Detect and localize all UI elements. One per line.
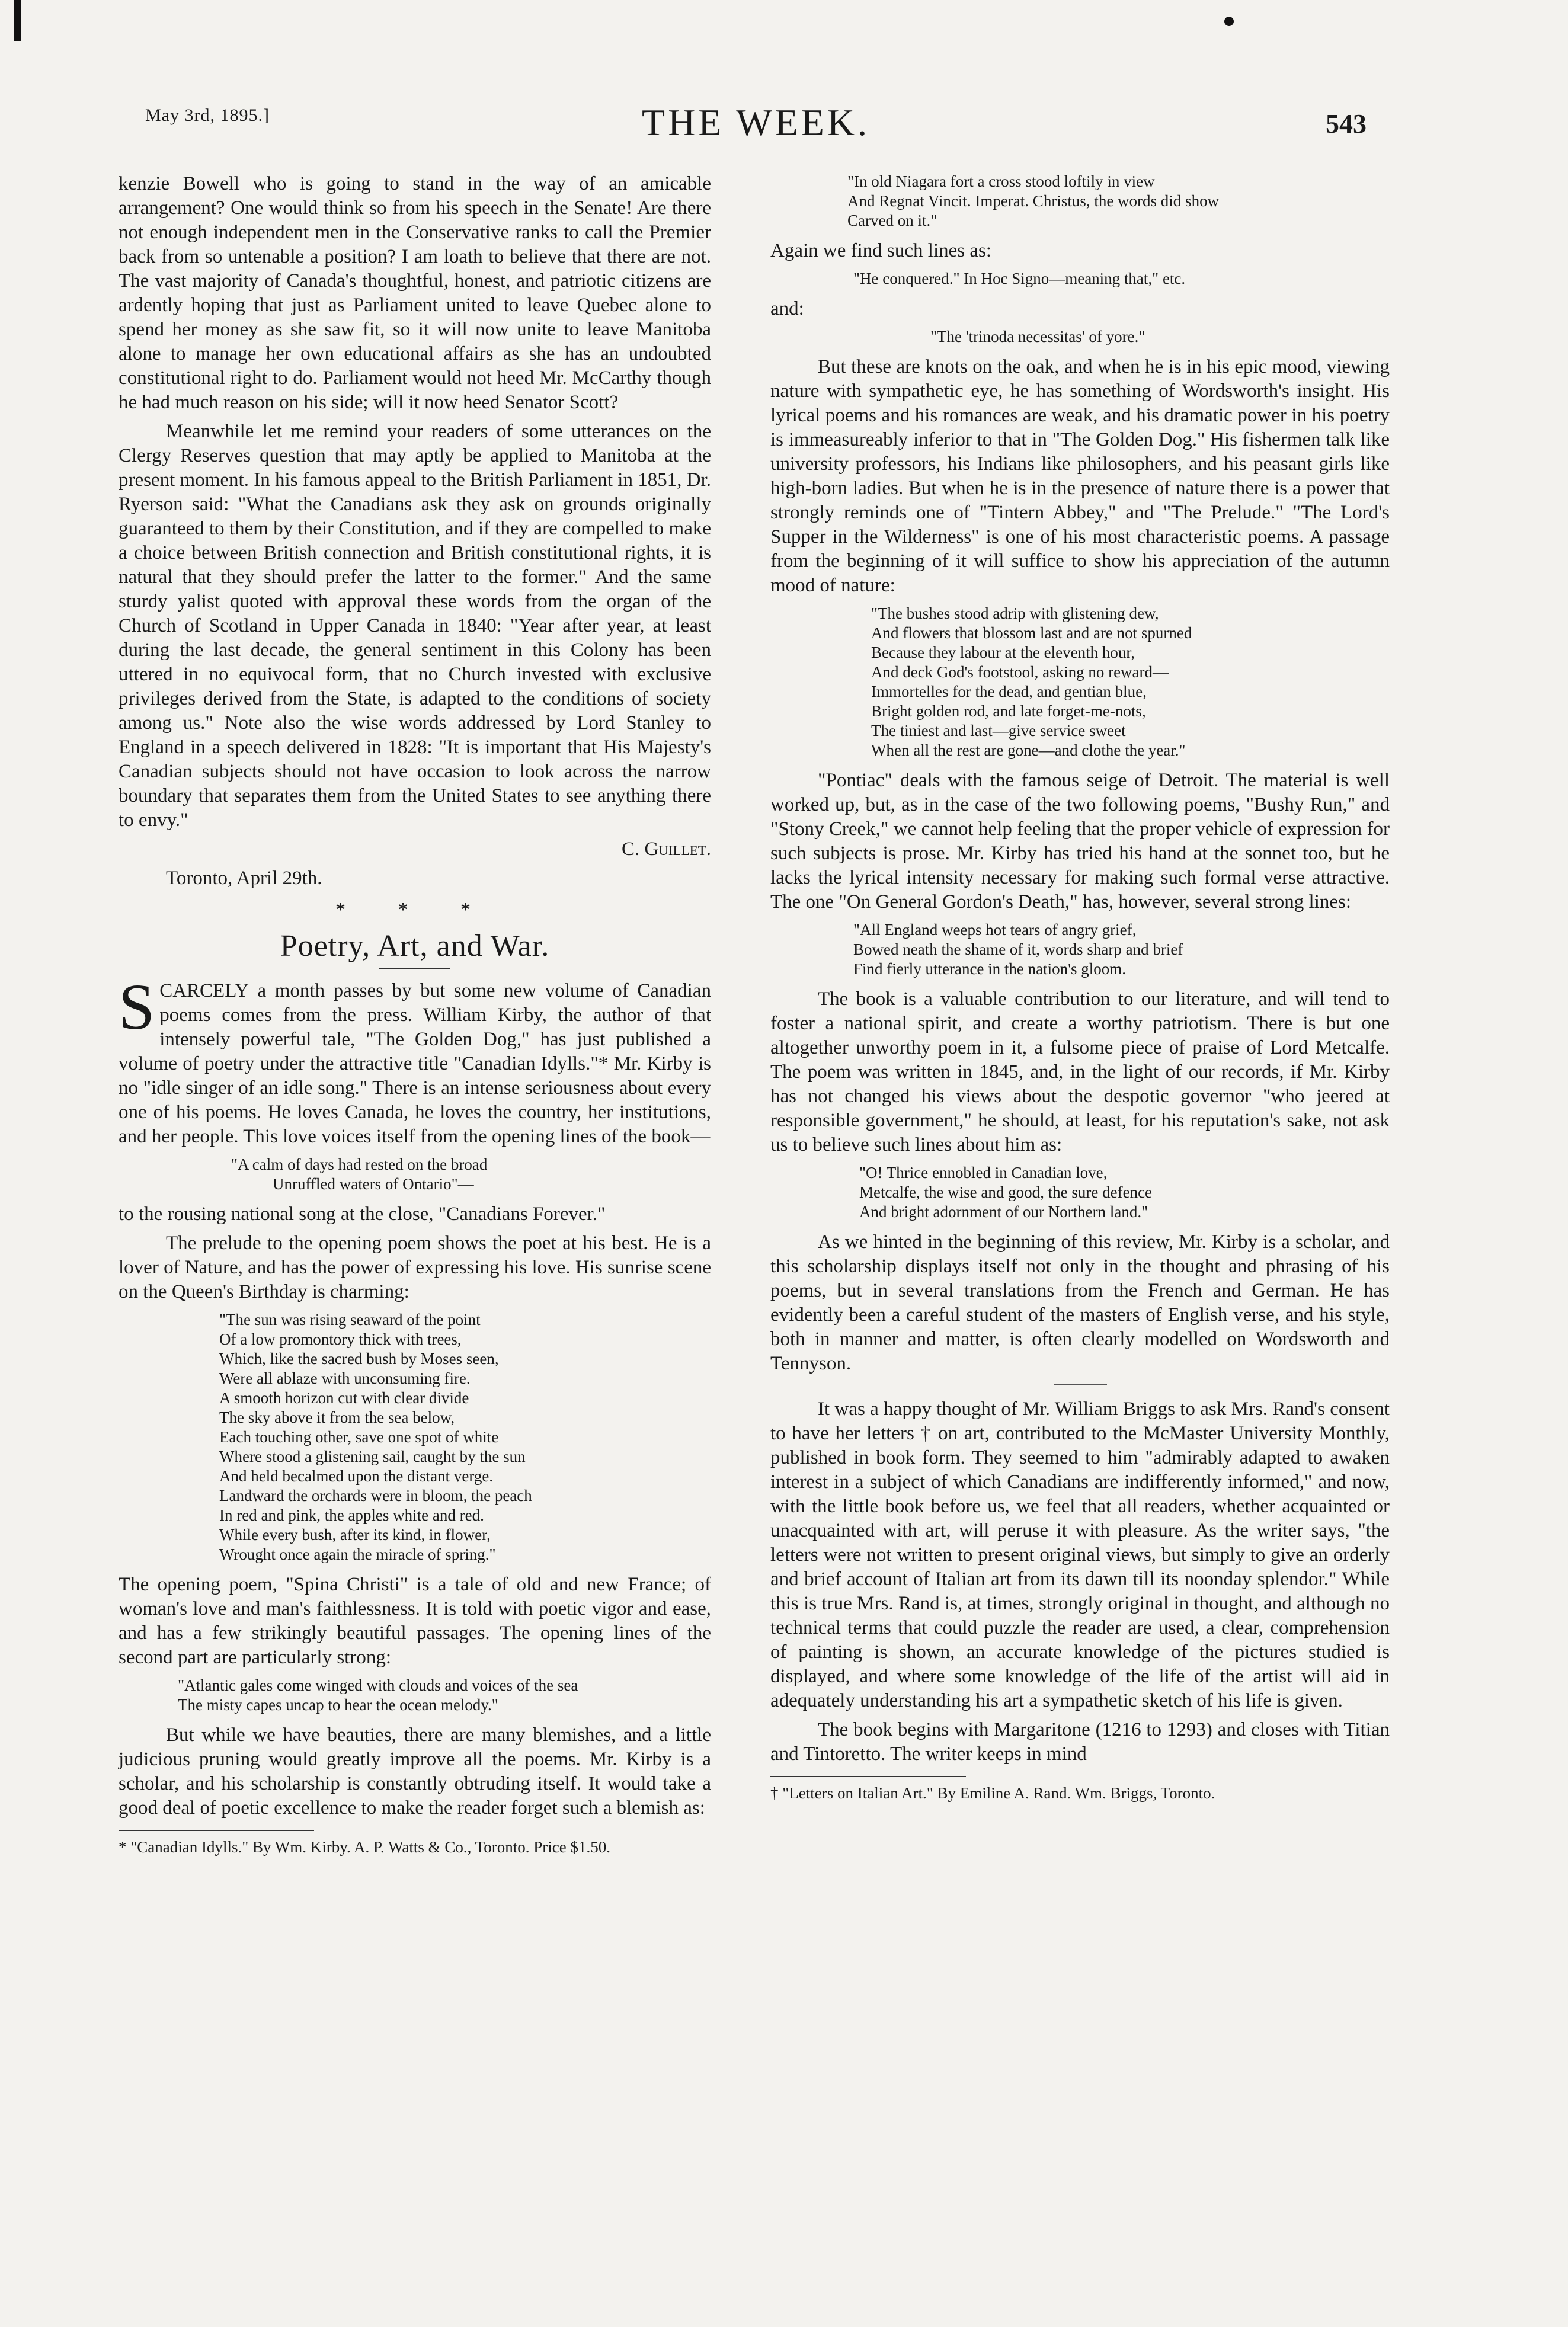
verse-line: And bright adornment of our Northern land." [859,1203,1148,1221]
paragraph-again: Again we find such lines as: [770,240,992,261]
scan-mark-dot [1224,17,1234,26]
verse-line: Bright golden rod, and late forget-me-nots, [871,702,1146,720]
letter-signature: C. Guillet. [621,838,711,860]
letter-dateline: Toronto, April 29th. [166,868,322,889]
verse-line: "The sun was rising seaward of the point [219,1311,481,1329]
article-title: Poetry, Art, and War. [280,929,550,963]
verse-quote-4 [770,172,1390,231]
verse-line: Carved on it." [847,212,937,229]
verse-line: Landward the orchards were in bloom, the peach [219,1487,532,1505]
verse-line: And deck God's footstool, asking no reward— [871,663,1169,681]
verse-quote-1 [119,1155,711,1194]
verse-line: And held becalmed upon the distant verge. [219,1467,494,1485]
verse-quote-5 [770,269,1390,289]
verse-line: And flowers that blossom last and are not spurned [871,624,1192,642]
right-paragraph-3: The book is a valuable contribution to our literature, and will tend to foster a national spirit, and create a worthy patriotism. There is but one altogether unworthy poem in it, a fulsome piece of praise of Lord Metcalfe. The poem was written in 1845, and, in the light of our records, if Mr. Kirby has not changed his views about the despotic governor "who jeered at responsible government," he should, at least, for his reputation's sake, not ask us to believe such lines about him as: [770,988,1390,1156]
article-paragraph-5: But while we have beauties, there are many blemishes, and a little judicious pruning would greatly improve all the poems. Mr. Kirby is a scholar, and his scholarship is constantly obtruding itself. It would take a good deal of poetic excellence to make the reader forget such a blemish as: [119,1724,711,1819]
verse-quote-6 [770,327,1390,347]
verse-line: "All England weeps hot tears of angry grief, [853,921,1137,939]
verse-quote-7 [770,604,1390,760]
page-header [145,101,1367,154]
section-separator-stars: * * * [335,899,494,921]
article-paragraph-1 [119,971,711,1149]
verse-quote-3 [119,1676,711,1715]
article-first-word: CARCELY [159,980,249,1001]
verse-line: Where stood a glistening sail, caught by the sun [219,1448,526,1465]
verse-line: "He conquered." In Hoc Signo—meaning that," etc. [853,270,1186,287]
verse-line: "Atlantic gales come winged with clouds and voices of the sea [178,1676,578,1694]
right-paragraph-2: "Pontiac" deals with the famous seige of Detroit. The material is well worked up, but, as in the case of the two following poems, "Bushy Run," and "Stony Creek," we cannot help feeling that the proper vehicle of expression for such subjects is prose. Mr. Kirby has tried his hand at the sonnet too, but he lacks the lyrical intensity necessary for making such formal verse attractive. The one "On General Gordon's Death," has, however, several strong lines: [770,770,1390,913]
verse-line: Find fierly utterance in the nation's gloom. [853,960,1127,978]
verse-line: A smooth horizon cut with clear divide [219,1389,469,1407]
letter-paragraph-1: kenzie Bowell who is going to stand in the way of an amicable arrangement? One would think so from his speech in the Senate! Are there not enough independent men in the Conservative ranks to call the Premier back from so untenable a position? I am loath to believe that there are not. The vast majority of Canada's thoughtful, honest, and patriotic citizens are ardently hoping that just as Parliament united to leave Quebec alone to spend her money as she saw fit, so it will now unite to leave Manitoba alone to manage her own educational affairs as she has an undoubted constitutional right to do. Parliament would not heed Mr. McCarthy though he had much reason on his side; will it now heed Senator Scott? [119,173,711,413]
verse-line: "O! Thrice ennobled in Canadian love, [859,1164,1108,1182]
footnote-rule [119,1830,314,1831]
verse-line: The misty capes uncap to hear the ocean melody." [178,1696,498,1714]
verse-line: "The bushes stood adrip with glistening dew, [871,604,1159,622]
verse-line: Metcalfe, the wise and good, the sure defence [859,1183,1153,1201]
verse-line: And Regnat Vincit. Imperat. Christus, the words did show [847,192,1220,210]
scan-mark-top-left [14,0,21,41]
right-paragraph-6: The book begins with Margaritone (1216 to 1293) and closes with Titian and Tintoretto. The writer keeps in mind [770,1719,1390,1765]
verse-line: The tiniest and last—give service sweet [871,722,1126,740]
paragraph-and: and: [770,298,804,319]
drop-cap: S [119,971,155,1043]
page-number: 543 [1326,108,1367,139]
right-paragraph-5: It was a happy thought of Mr. William Briggs to ask Mrs. Rand's consent to have her letters † on art, contributed to the McMaster University Monthly, published in book form. They seemed to him "admirably adapted to awaken interest in a subject of which Canadians are indifferently informed," and now, with the little book before us, we feel that all readers, whether acquainted or unacquainted with art, will peruse it with pleasure. As the writer says, "the letters were not written to present original views, but simply to give an orderly and brief account of Italian art from its dawn till its noonday splendor." While this is true Mrs. Rand is, at times, strongly original in thought, and although no technical terms that could puzzle the reader are used, a clear, comprehension of painting is shown, an accurate knowledge of the pictures studied is displayed, and where some knowledge of the life of the artist will aid in adequately understanding his art a sympathetic sketch of his life is given. [770,1398,1390,1711]
verse-line: "A calm of days had rested on the broad [231,1156,488,1173]
verse-line: Because they labour at the eleventh hour, [871,644,1135,661]
verse-line: While every bush, after its kind, in flower, [219,1526,491,1544]
verse-line: When all the rest are gone—and clothe the year." [871,741,1186,759]
right-paragraph-4: As we hinted in the beginning of this review, Mr. Kirby is a scholar, and this scholarship displays itself not only in the thought and phrasing of his poems, but in several translations from the French and German. He has evidently been a careful student of the masters of English verse, and his style, both in manner and matter, is often clearly modelled on Wordsworth and Tennyson. [770,1231,1390,1374]
verse-line: "In old Niagara fort a cross stood loftily in view [847,172,1155,190]
verse-line: Each touching other, save one spot of white [219,1428,499,1446]
footnote-right: † "Letters on Italian Art." By Emiline A. Rand. Wm. Briggs, Toronto. [770,1784,1215,1802]
right-column [770,172,1390,1803]
verse-line: Wrought once again the miracle of spring." [219,1545,496,1563]
letter-signature-line [119,837,711,862]
verse-line: Were all ablaze with unconsuming fire. [219,1369,471,1387]
verse-line: Bowed neath the shame of it, words sharp and brief [853,940,1183,958]
right-paragraph-1: But these are knots on the oak, and when he is in his epic mood, viewing nature with sympathetic eye, he has something of Wordsworth's insight. His lyrical poems and his romances are weak, and his dramatic power in his poetry is immeasureably inferior to that in "The Golden Dog." His fishermen talk like university professors, his Indians like philosophers, and his peasant girls like high-born ladies. But when he is in the presence of nature there is a power that strongly reminds one of "Tintern Abbey," and "The Prelude." "The Lord's Supper in the Wilderness" is one of his most characteristic poems. A passage from the beginning of it will suffice to show his appreciation of the autumn mood of nature: [770,356,1390,596]
verse-line: The sky above it from the sea below, [219,1409,455,1426]
verse-line: Of a low promontory thick with trees, [219,1330,462,1348]
verse-quote-8 [770,920,1390,979]
letter-paragraph-2: Meanwhile let me remind your readers of some utterances on the Clergy Reserves question that may aptly be applied to Manitoba at the present moment. In his famous appeal to the British Parliament in 1851, Dr. Ryerson said: "What the Canadians ask they ask on grounds originally guaranteed to them by their Constitution, and if they are compelled to make a choice between British connection and British constitutional rights, it is natural that they should prefer the latter to the former." And the same sturdy yalist quoted with approval these words from the organ of the Church of Scotland in Upper Canada in 1840: "Year after year, at least during the last decade, the general sentiment in this Colony has been uttered in no equivocal form, that no Church invested with exclusive privileges derived from the State, is adapted to the conditions of society among us." Note also the wise words addressed by Lord Stanley to England in a speech delivered in 1828: "It is important that His Majesty's Canadian subjects should not have occasion to look across the narrow boundary that separates them from the United States to see anything there to envy." [119,421,711,831]
title-rule [379,968,450,969]
article-paragraph-1-text: a month passes by but some new volume of Canadian poems comes from the press. William Kirby, the author of that intensely powerful tale, "The Golden Dog," has just published a volume of poetry under the attractive title "Canadian Idylls."* Mr. Kirby is no "idle singer of an idle song." There is an intense seriousness about every one of his poems. He loves Canada, he loves the country, her institutions, and her people. This love voices itself from the opening lines of the book— [119,980,711,1147]
verse-line: Immortelles for the dead, and gentian blue, [871,683,1147,700]
left-column [119,172,711,1857]
article-paragraph-2: to the rousing national song at the close, "Canadians Forever." [119,1203,606,1225]
issue-date: May 3rd, 1895.] [145,105,270,125]
footnote-left: * "Canadian Idylls." By Wm. Kirby. A. P. Watts & Co., Toronto. Price $1.50. [119,1838,610,1856]
verse-line: In red and pink, the apples white and red. [219,1506,484,1524]
publication-title: THE WEEK. [641,101,871,143]
verse-line: "The 'trinoda necessitas' of yore." [930,328,1145,345]
verse-quote-9 [770,1163,1390,1222]
verse-line: Which, like the sacred bush by Moses seen, [219,1350,499,1368]
article-paragraph-4: The opening poem, "Spina Christi" is a tale of old and new France; of woman's love and man's faithlessness. It is told with poetic vigor and ease, and has a few strikingly beautiful passages. The opening lines of the second part are particularly strong: [119,1574,711,1668]
verse-quote-2 [119,1310,711,1564]
footnote-rule [770,1776,966,1777]
review-separator-rule [1054,1384,1107,1385]
verse-line: Unruffled waters of Ontario"— [273,1175,474,1193]
article-paragraph-3: The prelude to the opening poem shows the poet at his best. He is a lover of Nature, and has the power of expressing his love. His sunrise scene on the Queen's Birthday is charming: [119,1233,711,1302]
